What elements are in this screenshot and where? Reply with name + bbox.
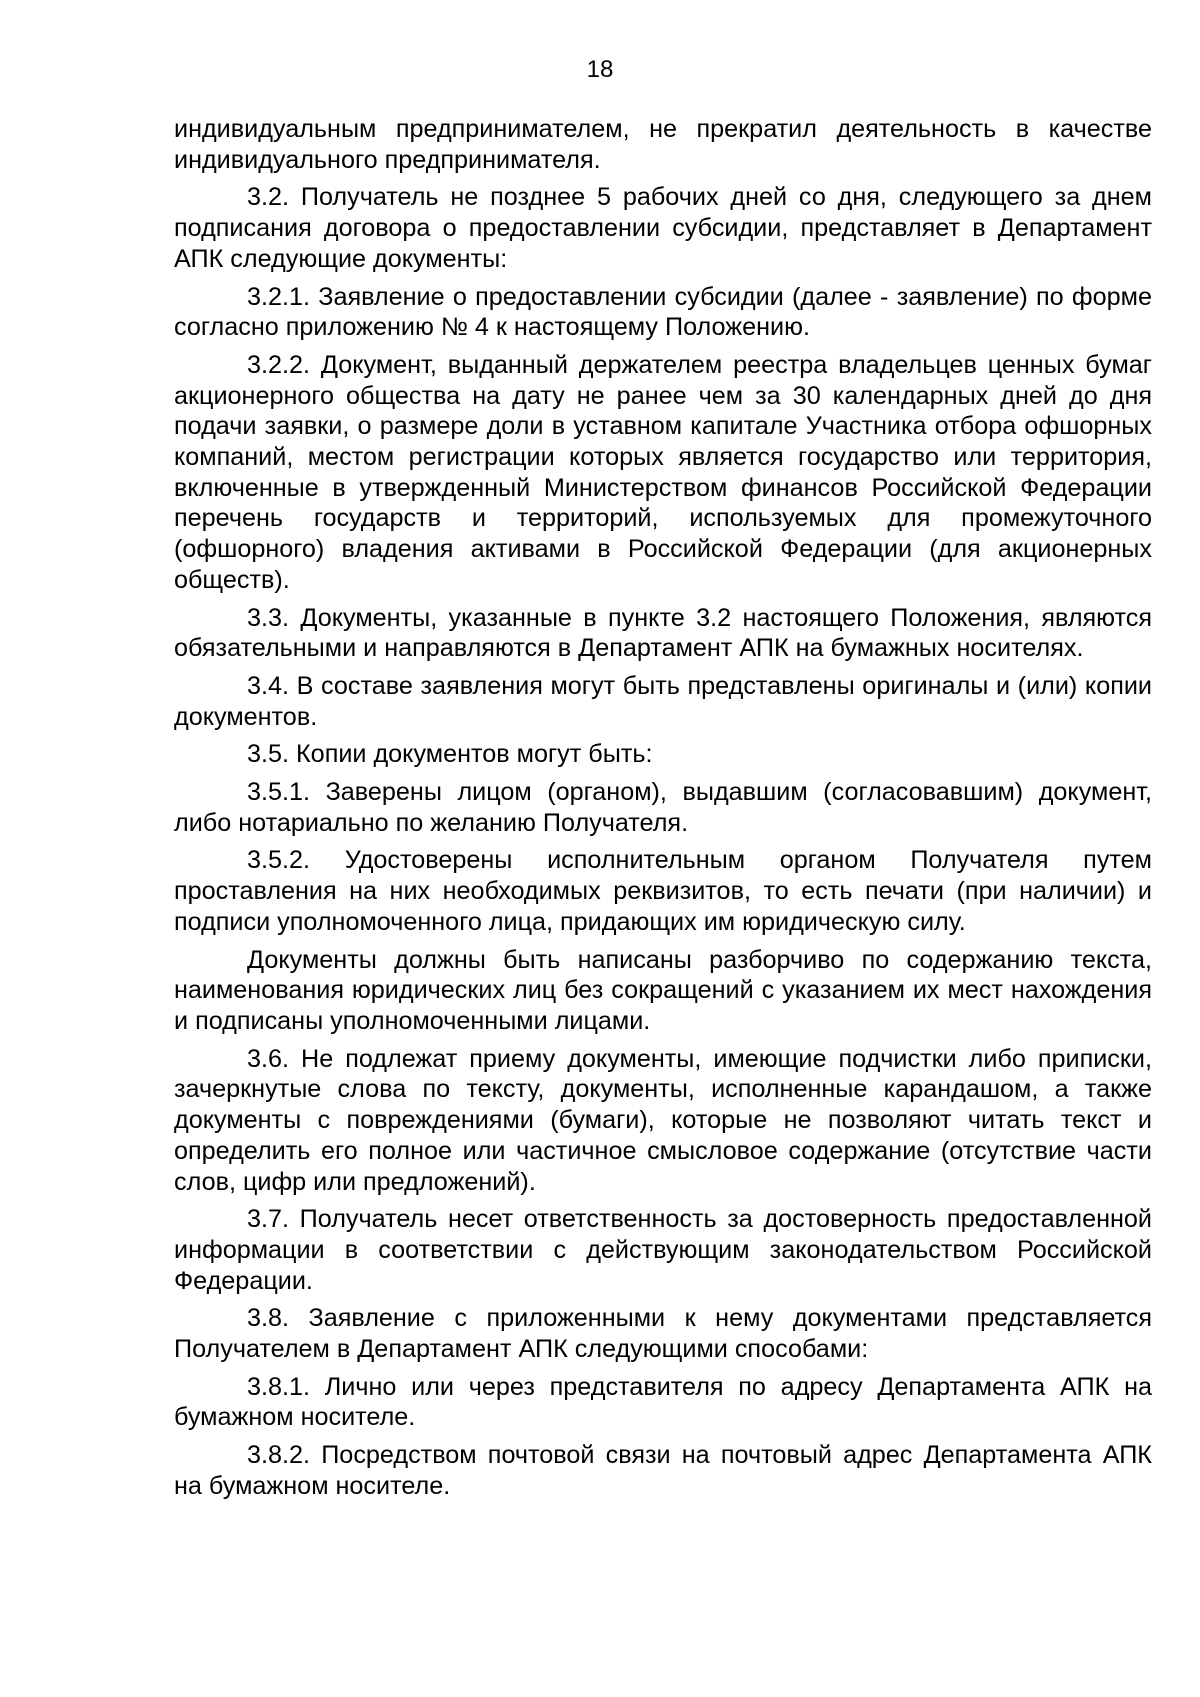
paragraph-3-2: 3.2. Получатель не позднее 5 рабочих дней со дня, следующего за днем подписания договора о предоставлении субсидии, представляет в Департамент АПК следующие документы: — [174, 183, 1152, 273]
paragraph-3-4: 3.4. В составе заявления могут быть представлены оригиналы и (или) копии документов. — [174, 671, 1152, 731]
paragraph-3-2-1: 3.2.1. Заявление о предоставлении субсидии (далее - заявление) по форме согласно приложению № 4 к настоящему Положению. — [174, 282, 1152, 342]
paragraph-3-5: 3.5. Копии документов могут быть: — [247, 740, 653, 769]
page-number: 18 — [586, 56, 614, 83]
paragraph-3-5-2: 3.5.2. Удостоверены исполнительным органом Получателя путем проставления на них необходимых реквизитов, то есть печати (при наличии) и подписи уполномоченного лица, придающих им юридическую силу. — [174, 846, 1152, 936]
document-body — [174, 114, 1152, 1509]
paragraph-continuation: индивидуальным предпринимателем, не прекратил деятельность в качестве индивидуального предпринимателя. — [174, 115, 1152, 174]
paragraph-3-8: 3.8. Заявление с приложенными к нему документами представляется Получателем в Департамент АПК следующими способами: — [174, 1304, 1152, 1364]
paragraph-3-8-1: 3.8.1. Лично или через представителя по адресу Департамента АПК на бумажном носителе. — [174, 1372, 1152, 1432]
paragraph-3-5-1: 3.5.1. Заверены лицом (органом), выдавшим (согласовавшим) документ, либо нотариально по желанию Получателя. — [174, 778, 1152, 837]
paragraph-3-3: 3.3. Документы, указанные в пункте 3.2 настоящего Положения, являются обязательными и направляются в Департамент АПК на бумажных носителях. — [174, 603, 1152, 663]
paragraph-3-6: 3.6. Не подлежат приему документы, имеющие подчистки либо приписки, зачеркнутые слова по тексту, документы, исполненные карандашом, а также документы с повреждениями (бумаги), которые не позволяют читать текст и определить его полное или частичное смысловое содержание (отсутствие части слов, цифр или предложений). — [174, 1044, 1152, 1196]
paragraph-3-7: 3.7. Получатель несет ответственность за достоверность предоставленной информации в соответствии с действующим законодательством Российской Федерации. — [174, 1205, 1152, 1295]
paragraph-3-8-2: 3.8.2. Посредством почтовой связи на почтовый адрес Департамента АПК на бумажном носителе. — [174, 1441, 1152, 1500]
paragraph-3-2-2: 3.2.2. Документ, выданный держателем реестра владельцев ценных бумаг акционерного общества на дату не ранее чем за 30 календарных дней до дня подачи заявки, о размере доли в уставном капитале Участника отбора офшорных компаний, местом регистрации которых является государство или территория, включенные в утвержденный Министерством финансов Российской Федерации перечень государств и территорий, используемых для промежуточного (офшорного) владения активами в Российской Федерации (для акционерных обществ). — [174, 350, 1152, 594]
paragraph-documents-requirements: Документы должны быть написаны разборчиво по содержанию текста, наименования юридических лиц без сокращений с указанием их мест нахождения и подписаны уполномоченными лицами. — [174, 945, 1152, 1035]
